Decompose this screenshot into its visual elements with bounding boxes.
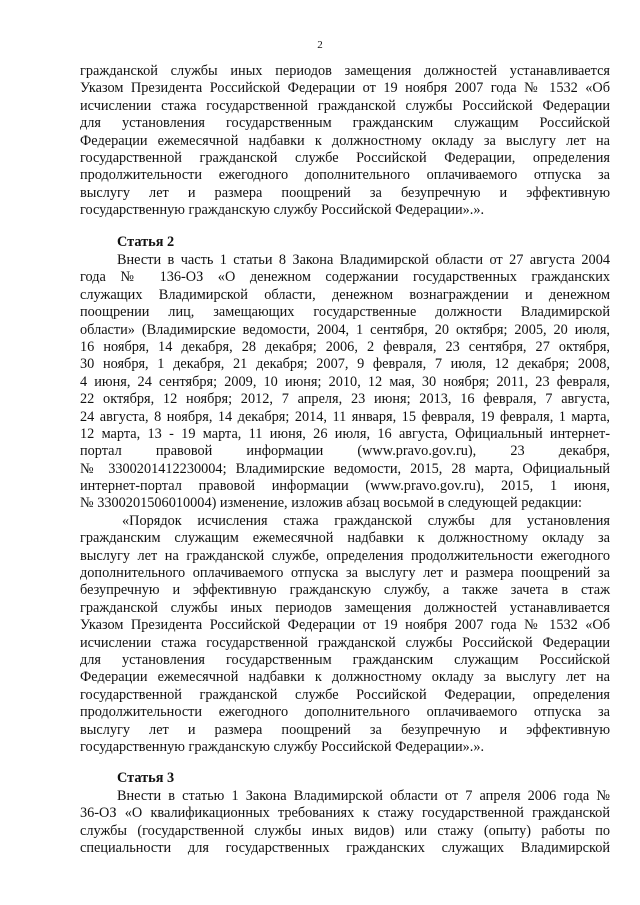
text-line: года № 136-ОЗ «О денежном содержании государственных гражданских xyxy=(80,269,610,286)
text-line: поощрении лиц, замещающих государственные должности Владимирской xyxy=(80,304,610,321)
text-line: Внести в часть 1 статьи 8 Закона Владимирской области от 27 августа 2004 xyxy=(117,252,610,268)
quote-line: выслугу лет и размера поощрений за безупречную и эффективную xyxy=(80,721,610,738)
quote-line: для установления государственным гражданским служащим Российской xyxy=(80,651,610,668)
quote-line: «Порядок исчисления стажа гражданской службы для установления xyxy=(122,512,610,529)
text-line: служащих Владимирской области, денежном вознаграждении и денежном xyxy=(80,286,610,303)
text-line: 24 августа, 8 ноября, 14 декабря; 2014, 11 января, 15 февраля, 19 февраля, 1 марта, xyxy=(80,408,610,425)
article-2-heading-block xyxy=(80,234,610,251)
text-line: 12 марта, 13 - 19 марта, 11 июня, 26 июля, 16 августа, Официальный интернет- xyxy=(80,425,610,442)
text-line: Федерации ежемесячной надбавки к должностному окладу за выслугу лет на xyxy=(80,132,610,149)
article-3-body xyxy=(80,788,610,858)
text-line: службы (государственной службы иных видов) или стажу (опыту) работы по xyxy=(80,822,610,839)
quote-line: Федерации ежемесячной надбавки к должностному окладу за выслугу лет на xyxy=(80,669,610,686)
article-2-heading: Статья 2 xyxy=(117,234,175,250)
text-line: 22 октября, 12 ноября; 2012, 7 апреля, 23 июня; 2013, 16 февраля, 7 августа, xyxy=(80,391,610,408)
quote-line: продолжительности ежегодного дополнительного оплачиваемого отпуска за xyxy=(80,704,610,721)
text-line: государственную гражданскую службу Российской Федерации».». xyxy=(80,202,485,219)
text-line: продолжительности ежегодного дополнительного оплачиваемого отпуска за xyxy=(80,167,610,184)
quote-line: Указом Президента Российской Федерации от 19 ноября 2007 года № 1532 «Об xyxy=(80,617,610,634)
quote-line: гражданской службы иных периодов замещения должностей устанавливается xyxy=(80,599,610,616)
quote-line: исчислении стажа государственной гражданской службы Российской Федерации xyxy=(80,634,610,651)
quote-line: государственной гражданской службе Российской Федерации, определения xyxy=(80,686,610,703)
text-line: специальности для государственных гражданских служащих Владимирской xyxy=(80,840,610,857)
text-line: для установления государственным гражданским служащим Российской xyxy=(80,115,610,132)
page-number: 2 xyxy=(317,39,323,51)
quote-line: гражданским служащим ежемесячной надбавки к должностному окладу за xyxy=(80,530,610,547)
text-line: Указом Президента Российской Федерации от 19 ноября 2007 года № 1532 «Об xyxy=(80,80,610,97)
text-line: портал правовой информации (www.pravo.gov.ru), 23 декабря, xyxy=(80,443,610,460)
quote-line: дополнительного оплачиваемого отпуска за выслугу лет и размера поощрений за xyxy=(80,565,610,582)
quote-line: государственную гражданскую службу Российской Федерации».». xyxy=(80,738,485,755)
text-line: 36-ОЗ «О квалификационных требованиях к стажу государственной гражданской xyxy=(80,805,610,822)
text-line: гражданской службы иных периодов замещения должностей устанавливается xyxy=(80,63,610,79)
article-1-continuation xyxy=(80,63,610,220)
text-line: 4 июня, 24 сентября; 2009, 10 июня; 2010, 12 мая, 30 ноября; 2011, 23 февраля, xyxy=(80,373,610,390)
article-3-heading: Статья 3 xyxy=(117,770,175,786)
text-line: государственной гражданской службе Российской Федерации, определения xyxy=(80,149,610,166)
text-line: № 3300201412230004; Владимирские ведомости, 2015, 28 марта, Официальный xyxy=(80,460,610,477)
article-3-heading-block xyxy=(80,770,610,787)
quote-line: безупречную и эффективную гражданскую службу, а также зачета в стаж xyxy=(80,582,610,599)
text-line: выслугу лет и размера поощрений за безупречную и эффективную xyxy=(80,184,610,201)
quote-line: выслугу лет на гражданской службе, определения продолжительности ежегодного xyxy=(80,547,610,564)
text-line: Внести в статью 1 Закона Владимирской области от 7 апреля 2006 года № xyxy=(117,788,610,804)
text-line: области» (Владимирские ведомости, 2004, 1 сентября, 20 октября; 2005, 20 июля, xyxy=(80,321,610,338)
text-line: № 3300201506010004) изменение, изложив абзац восьмой в следующей редакции: xyxy=(80,495,583,512)
text-line: 30 ноября, 1 декабря, 21 декабря; 2007, 9 февраля, 7 июля, 12 декабря; 2008, xyxy=(80,356,610,373)
text-line: интернет-портал правовой информации (www.pravo.gov.ru), 2015, 1 июня, xyxy=(80,478,610,495)
text-line: 16 ноября, 14 декабря, 28 декабря; 2006, 2 февраля, 23 сентября, 27 октября, xyxy=(80,338,610,355)
article-2-body xyxy=(80,252,610,756)
text-line: исчислении стажа государственной гражданской службы Российской Федерации xyxy=(80,97,610,114)
